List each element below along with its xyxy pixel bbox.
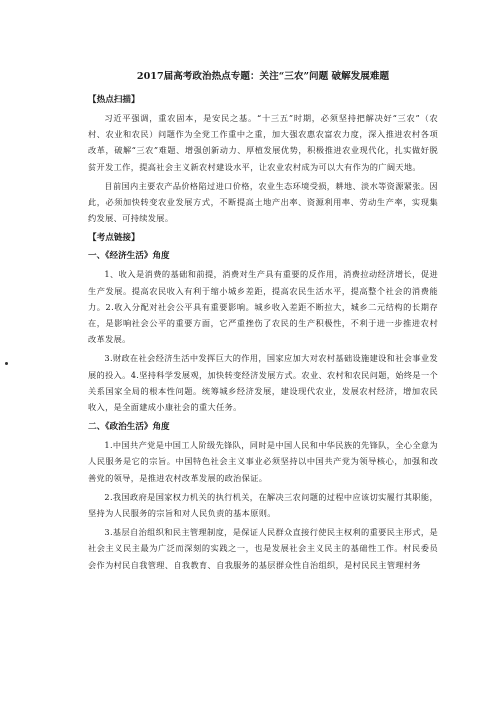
hotspot-paragraph-2: 目前国内主要农产品价格陷过进口价格，农业生态环境受损，耕地、淡水等资源紧张。因此，必须加快转变农业发展方式，不断提高土地产出率、资源利用率、劳动生产率，实现集约发展、可持续发展。	[88, 180, 438, 224]
politics-paragraph-1: 1.中国共产党是中国工人阶级先锋队，同时是中国人民和中华民族的先锋队，全心全意为人民服务是它的宗旨。中国特色社会主义事业必须坚持以中国共产党为领导核心，加强和改善党的领导，是推进农村改革发展的政治保证。	[88, 440, 438, 483]
politics-paragraph-2: 2.我国政府是国家权力机关的执行机关，在解决三农问题的过程中应该切实履行其职能，坚持为人民服务的宗旨和对人民负责的基本原则。	[88, 491, 438, 519]
document-title: 2017届高考政治热点专题：关注“三农”问题 破解发展难题	[136, 71, 390, 82]
links-heading: 【考点链接】	[88, 233, 140, 244]
economics-paragraph-2: 3.财政在社会经济生活中发挥巨大的作用，国家应加大对农村基础设施建设和社会事业发展的投入。4.坚持科学发展观，加快转变经济发展方式。农业、农村和农民问题，始终是一个关系国家全局的根本性问题。统筹城乡经济发展，建设现代农业，发展农村经济，增加农民收入，是全面建成小康社会的重大任务。	[88, 353, 439, 413]
document-page	[88, 70, 438, 576]
economics-paragraph-1: 1、收入是消费的基础和前提，消费对生产具有重要的反作用，消费拉动经济增长，促进生产发展。提高农民收入有利于缩小城乡差距，提高农民生活水平，提高整个社会的消费能力。2.收入分配对社会公平具有重要影响。城乡收入差距不断拉大，城乡二元结构的长期存在，是影响社会公平的重要方面，它严重挫伤了农民的生产积极性，不利于进一步推进农村改革发展。	[88, 269, 438, 345]
hotspot-heading: 【热点扫描】	[88, 95, 140, 105]
margin-dot	[5, 362, 8, 365]
politics-heading: 二、《政治生活》角度	[88, 422, 170, 433]
politics-paragraph-3: 3.基层自治组织和民主管理制度，是保证人民群众直接行使民主权利的重要民主形式，是社会主义民主最为广泛而深刻的实践之一，也是发展社会主义民主的基础性工作。村民委员会作为村民自我管理、自我教育、自我服务的基层群众性自治组织，是村民民主管理村务	[88, 527, 438, 570]
hotspot-paragraph-1: 习近平强调，重农固本，是安民之基。“十三五”时期，必须坚持把解决好“三农”（农村、农业和农民）问题作为全党工作重中之重，加大强农惠农富农力度，深入推进农村各项改革，破解“三农”难题、增强创新动力、厚植发展优势，积极推进农业现代化，扎实做好脱贫开发工作，提高社会主义新农村建设水平，让农业农村成为可以大有作为的广阔天地。	[88, 113, 438, 172]
economics-heading: 一、《经济生活》角度	[88, 251, 170, 262]
